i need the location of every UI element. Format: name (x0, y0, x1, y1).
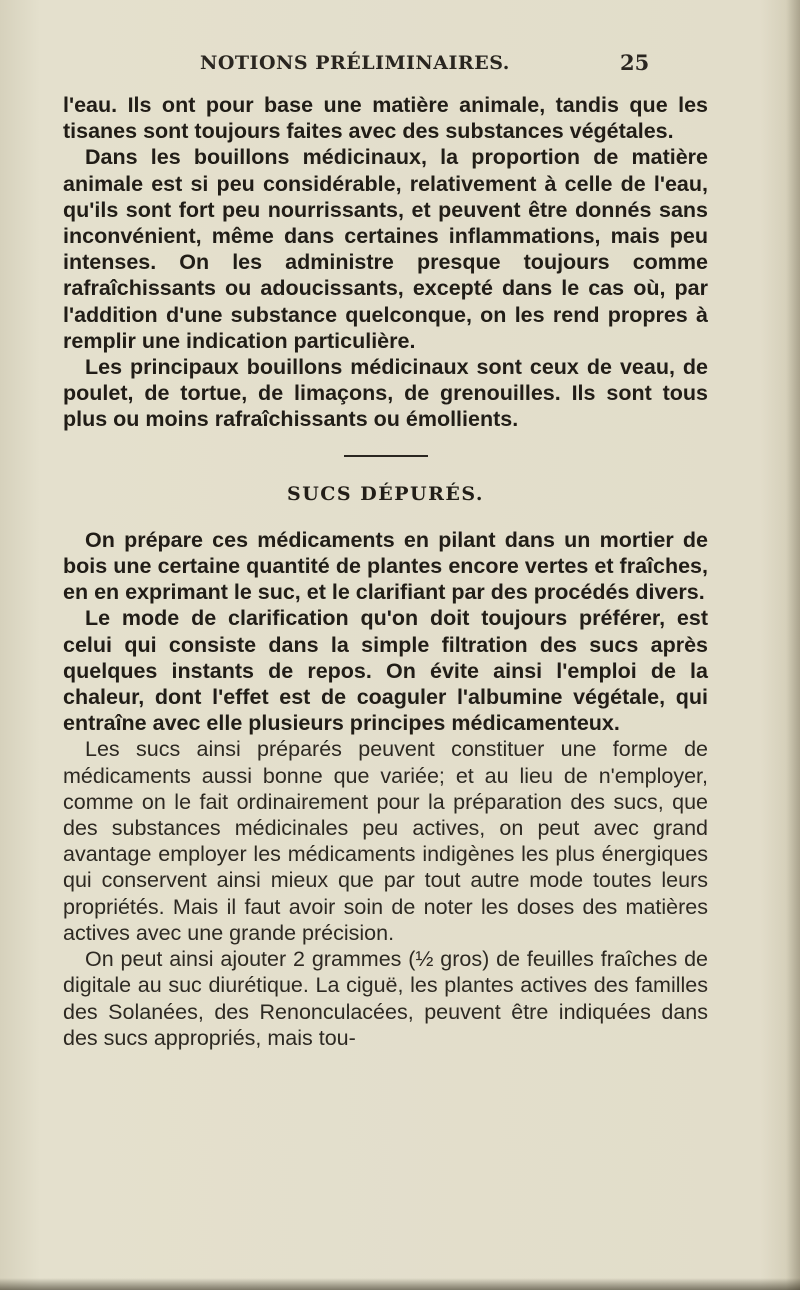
paragraph-bouillons-proportion: Dans les bouillons médicinaux, la proportion de matière animale est si peu considérable, relativement à celle de l'eau, qu'ils sont fort peu nourrissants, et peuvent être donnés sans inconvénient, même dans certaines inflammations, mais peu intenses. On les administre presque toujours comme rafraîchissants ou adoucissants, excepté dans le cas où, par l'addition d'une substance quelconque, on les rend propres à remplir une indication particulière. (63, 145, 708, 353)
paragraph-clarification: Le mode de clarification qu'on doit toujours préférer, est celui qui consiste dans la simple filtration des sucs après quelques instants de repos. On évite ainsi l'emploi de la chaleur, dont l'effet est de coaguler l'albumine végétale, qui entraîne avec elle plusieurs principes médicamenteux. (63, 606, 708, 736)
paragraph-preparation: On prépare ces médicaments en pilant dans un mortier de bois une certaine quantité de plantes encore vertes et fraîches, en en exprimant le suc, et le clarifiant par des procédés divers. (63, 527, 708, 605)
page-number: 25 (620, 50, 650, 75)
running-title: NOTIONS PRÉLIMINAIRES. (200, 52, 510, 74)
running-head (0, 52, 800, 82)
section-divider (344, 455, 428, 457)
body-text (63, 92, 708, 1051)
page-edge-shadow-right (786, 0, 800, 1290)
paragraph-sucs-prepares: Les sucs ainsi préparés peuvent constituer une forme de médicaments aussi bonne que variée; et au lieu de n'employer, comme on le fait ordinairement pour la préparation des sucs, que des substances médicinales peu actives, on peut avec grand avantage employer les médicaments indigènes les plus énergiques qui conservent ainsi mieux que par tout autre mode toutes leurs propriétés. Mais il faut avoir soin de noter les doses des matières actives avec une grande précision. (63, 737, 708, 945)
paragraph-continued: l'eau. Ils ont pour base une matière animale, tandis que les tisanes sont toujours faites avec des substances végétales. (63, 93, 708, 144)
page-edge-shadow-bottom (0, 1278, 800, 1290)
paragraph-digitale: On peut ainsi ajouter 2 grammes (½ gros) de feuilles fraîches de digitale au suc diurétique. La ciguë, les plantes actives des familles des Solanées, des Renonculacées, peuvent être indiquées dans des sucs appropriés, mais tou- (63, 947, 708, 1050)
paragraph-bouillons-principaux: Les principaux bouillons médicinaux sont ceux de veau, de poulet, de tortue, de limaçons, de grenouilles. Ils sont tous plus ou moins rafraîchissants ou émollients. (63, 355, 708, 432)
section-heading: SUCS DÉPURÉS. (287, 482, 484, 505)
